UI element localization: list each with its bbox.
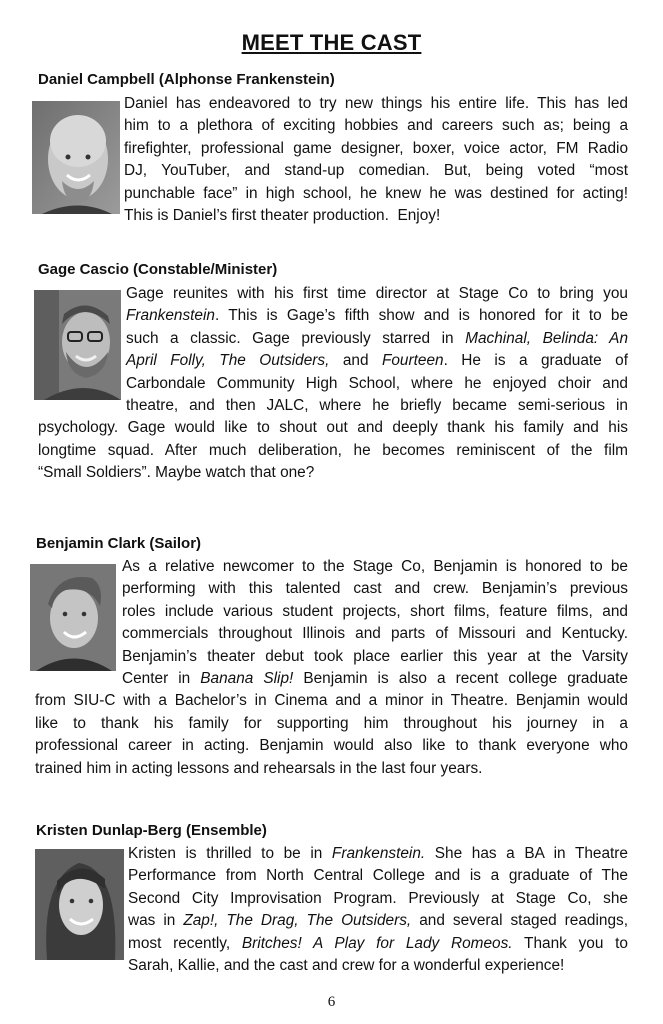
bio-text: longtime squad. After much deliberation, he becomes reminiscent of the film [38, 441, 628, 459]
bio-title-italic: April Folly, The Outsiders, [126, 352, 330, 370]
bio-text: Benjamin’s theater debut took place earlier this year at the Varsity [122, 647, 628, 665]
bio-line [122, 623, 628, 645]
bio-text: Gage reunites with his first time director at Stage Co to bring you [126, 285, 628, 302]
bio-text: was in [128, 912, 184, 930]
bio-text: theatre, and then JALC, where he briefly became semi-serious in [126, 397, 628, 414]
bio-line [122, 556, 628, 578]
bio-title-italic: Fourteen [381, 352, 444, 370]
bio-line [128, 910, 628, 932]
bio-line [122, 601, 628, 623]
page-title: MEET THE CAST [241, 30, 422, 55]
bio-line [126, 395, 628, 417]
bio-line [128, 843, 628, 865]
bio-text: “Small Soldiers”. Maybe watch that one? [38, 464, 315, 482]
bio-line [128, 888, 628, 910]
cast-name-gage-cascio: Gage Cascio (Constable/Minister) [38, 261, 278, 278]
bio-line [124, 160, 628, 182]
bio-text: trained him in acting lessons and rehearsals in the last four years. [35, 759, 483, 777]
bio-line [35, 713, 628, 735]
bio-text: and several staged readings, [411, 912, 628, 930]
bio-line [122, 646, 628, 668]
bio-text: psychology. Gage would like to shout out and deeply thank his family and his [38, 419, 628, 437]
bio-text: and [329, 352, 382, 370]
bio-text: Sarah, Kallie, and the cast and crew for a wonderful experience! [128, 957, 565, 974]
bio-text: Second City Improvisation Program. Previously at Stage Co, she [128, 889, 628, 907]
bio-line [35, 735, 628, 757]
cast-name-benjamin-clark: Benjamin Clark (Sailor) [36, 535, 202, 552]
bio-text: Daniel has endeavored to try new things his entire life. This has led [124, 95, 628, 112]
bio-line [126, 305, 628, 327]
bio-line [38, 440, 628, 462]
bio-line [126, 328, 628, 350]
bio-line [122, 668, 628, 690]
bio-text: This is Daniel’s first theater production. Enjoy! [124, 207, 441, 224]
bio-text: Performance from North Central College and is a graduate of The [128, 867, 628, 885]
cast-name-daniel-campbell: Daniel Campbell (Alphonse Frankenstein) [38, 71, 335, 88]
headshot-image [32, 101, 120, 214]
page-number: 6 [327, 994, 336, 1010]
bio-title-italic: Machinal, Belinda: An [465, 329, 629, 347]
bio-line [128, 865, 628, 887]
bio-line [124, 93, 628, 115]
bio-text: . He is a graduate of [443, 352, 628, 370]
bio-text: like to thank his family for supporting him throughout his journey in a [35, 714, 628, 732]
bio-title-italic: Britches! A Play for Lady Romeos. [241, 934, 513, 952]
bio-line [128, 955, 628, 977]
headshot-gage-cascio [34, 290, 121, 400]
bio-text: professional career in acting. Benjamin would also like to thank everyone who [35, 737, 628, 755]
bio-line [35, 758, 628, 780]
headshot-image [35, 849, 124, 960]
bio-title-italic: Frankenstein [126, 307, 215, 325]
bio-text: performing with this talented cast and crew. Benjamin’s previous [122, 580, 628, 598]
bio-title-italic: Frankenstein. [331, 845, 426, 862]
bio-line [38, 417, 628, 439]
bio-text: him to a plethora of exciting hobbies and careers such as; being a [124, 117, 628, 135]
cast-name-kristen-dunlap-berg: Kristen Dunlap-Berg (Ensemble) [36, 822, 267, 839]
bio-line [128, 933, 628, 955]
bio-line [126, 373, 628, 395]
bio-text: Thank you to [512, 934, 628, 952]
headshot-image [34, 290, 121, 400]
bio-text: roles include various student projects, short films, feature films, and [122, 602, 628, 620]
bio-line [124, 183, 628, 205]
bio-line [124, 115, 628, 137]
bio-text: firefighter, professional game designer, boxer, voice actor, FM Radio [124, 139, 628, 157]
bio-title-italic: Banana Slip! [200, 670, 294, 687]
bio-line [122, 578, 628, 600]
bio-text: As a relative newcomer to the Stage Co, Benjamin is honored to be [122, 558, 628, 575]
bio-text: Carbondale Community High School, where he enjoyed choir and [126, 374, 628, 392]
bio-line [35, 690, 628, 712]
bio-title-italic: Zap!, The Drag, The Outsiders, [183, 912, 412, 930]
bio-line [126, 350, 628, 372]
bio-line [38, 462, 628, 484]
bio-text: Kristen is thrilled to be in [128, 845, 332, 862]
bio-text: Center in [122, 670, 201, 687]
bio-line [126, 283, 628, 305]
bio-line [124, 205, 628, 227]
bio-line [124, 138, 628, 160]
bio-text: punchable face” in high school, he knew he was destined for acting! [124, 184, 628, 202]
bio-text: commercials throughout Illinois and parts of Missouri and Kentucky. [122, 625, 628, 643]
headshot-kristen-dunlap-berg [35, 849, 124, 960]
headshot-benjamin-clark [30, 564, 116, 671]
bio-text: . This is Gage’s fifth show and is honored for it to be [214, 307, 628, 325]
bio-text: Benjamin is also a recent college graduate [293, 670, 628, 687]
bio-text: She has a BA in Theatre [425, 845, 628, 862]
headshot-image [30, 564, 116, 671]
bio-text: such a classic. Gage previously starred in [126, 329, 466, 347]
headshot-daniel-campbell [32, 101, 120, 214]
bio-text: most recently, [128, 934, 242, 952]
bio-text: from SIU-C with a Bachelor’s in Cinema and a minor in Theatre. Benjamin would [35, 692, 628, 710]
bio-text: DJ, YouTuber, and stand-up comedian. But, being voted “most [124, 162, 628, 180]
